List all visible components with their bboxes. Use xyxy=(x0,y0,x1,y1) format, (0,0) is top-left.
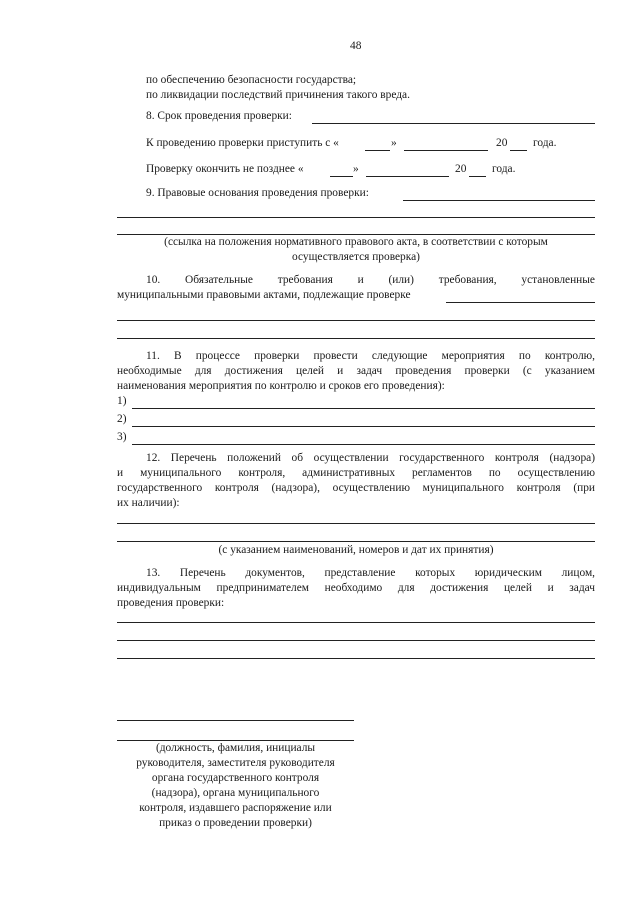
item12-line-3: государственного контроля (надзора), осуществлению муниципального контроля (при xyxy=(117,482,595,494)
item10-blank-1 xyxy=(446,302,595,303)
item12-blank-1 xyxy=(117,523,595,524)
item13-line-3: проведения проверки: xyxy=(117,597,225,609)
item9-blank-2 xyxy=(117,217,595,218)
end-month-blank xyxy=(366,176,449,177)
page-number: 48 xyxy=(350,40,362,52)
signature-caption-2: руководителя, заместителя руководителя xyxy=(136,757,335,769)
end-close-quote: » xyxy=(353,163,359,175)
item9-caption-1: (ссылка на положения нормативного правового акта, в соответствии с которым xyxy=(164,236,548,248)
list-marker-3: 3) xyxy=(117,431,127,443)
item12-line-1: 12. Перечень положений об осуществлении государственного контроля (надзора) xyxy=(146,452,595,464)
item10-line-2: муниципальными правовыми актами, подлежащие проверке xyxy=(117,289,411,301)
intro-line-1: по обеспечению безопасности государства; xyxy=(146,74,357,86)
signature-blank-2 xyxy=(117,740,354,741)
end-year-blank xyxy=(469,176,486,177)
signature-blank-1 xyxy=(117,720,354,721)
item8-label: 8. Срок проведения проверки: xyxy=(146,110,292,122)
signature-caption-1: (должность, фамилия, инициалы xyxy=(155,742,316,754)
item12-line-2: и муниципального контроля, административных регламентов по осуществлению xyxy=(117,467,595,479)
list-blank-3 xyxy=(132,444,595,445)
start-close-quote: » xyxy=(391,137,397,149)
end-year-suffix: года. xyxy=(492,163,516,175)
list-blank-1 xyxy=(132,408,595,409)
signature-caption-5: контроля, издавшего распоряжение или xyxy=(139,802,332,814)
start-day-blank xyxy=(365,150,390,151)
item13-blank-1 xyxy=(117,622,595,623)
item10-blank-3 xyxy=(117,338,595,339)
end-day-blank xyxy=(330,176,353,177)
end-year-prefix: 20 xyxy=(455,163,467,175)
item9-label: 9. Правовые основания проведения проверки: xyxy=(146,187,369,199)
item13-blank-2 xyxy=(117,640,595,641)
signature-caption-6: приказ о проведении проверки) xyxy=(159,817,312,829)
item10-line-1: 10. Обязательные требования и (или) требования, установленные xyxy=(146,274,595,286)
item11-line-2: необходимые для достижения целей и задач проведения проверки (с указанием xyxy=(117,365,595,377)
item13-line-2: индивидуальным предпринимателем необходимо для достижения целей и задач xyxy=(117,582,595,594)
start-year-suffix: года. xyxy=(533,137,557,149)
item8-end-prefix: Проверку окончить не позднее « xyxy=(146,163,304,175)
item12-blank-2 xyxy=(117,541,595,542)
item11-line-1: 11. В процессе проверки провести следующие мероприятия по контролю, xyxy=(146,350,595,362)
item13-line-1: 13. Перечень документов, представление которых юридическим лицом, xyxy=(146,567,595,579)
item8-start-prefix: К проведению проверки приступить с « xyxy=(146,137,339,149)
item10-blank-2 xyxy=(117,320,595,321)
item8-blank xyxy=(312,123,595,124)
item9-blank-3 xyxy=(117,234,595,235)
start-month-blank xyxy=(404,150,488,151)
list-blank-2 xyxy=(132,426,595,427)
list-marker-2: 2) xyxy=(117,413,127,425)
item12-line-4: их наличии): xyxy=(117,497,180,509)
item11-line-3: наименования мероприятия по контролю и сроков его проведения): xyxy=(117,380,445,392)
signature-caption-4: (надзора), органа муниципального xyxy=(151,787,320,799)
item12-caption: (с указанием наименований, номеров и дат их принятия) xyxy=(218,544,494,556)
start-year-prefix: 20 xyxy=(496,137,508,149)
intro-line-2: по ликвидации последствий причинения такого вреда. xyxy=(146,89,410,101)
item13-blank-3 xyxy=(117,658,595,659)
start-year-blank xyxy=(510,150,527,151)
item9-caption-2: осуществляется проверка) xyxy=(292,251,420,263)
item9-blank-1 xyxy=(403,200,595,201)
signature-caption-3: органа государственного контроля xyxy=(151,772,320,784)
list-marker-1: 1) xyxy=(117,395,127,407)
